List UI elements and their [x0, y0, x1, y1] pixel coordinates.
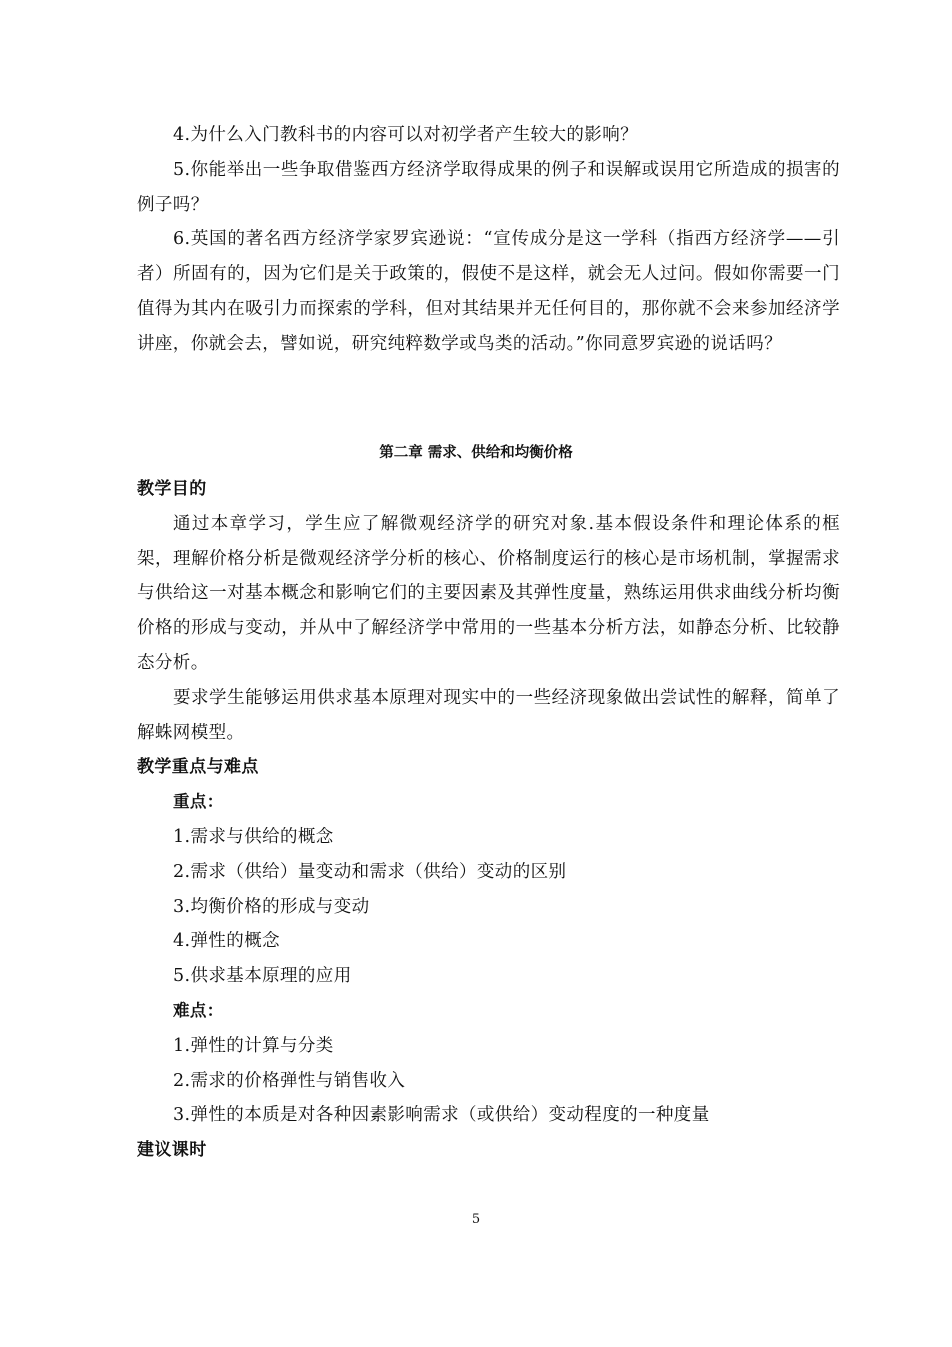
key-point-item: 4.弹性的概念	[173, 931, 280, 952]
page-number: 5	[471, 1212, 481, 1227]
key-point-item: 2.需求（供给）量变动和需求（供给）变动的区别	[173, 861, 567, 882]
question-item: 5.你能举出一些争取借鉴西方经济学取得成果的例子和误解或误用它所造成的损害的例子吗？	[137, 159, 840, 215]
key-point-item: 1.需求与供给的概念	[173, 826, 334, 847]
key-point-item: 3.均衡价格的形成与变动	[173, 896, 370, 917]
chapter-title: 第二章 需求、供给和均衡价格	[379, 445, 573, 461]
difficulty-item: 2.需求的价格弹性与销售收入	[173, 1070, 406, 1091]
review-questions	[137, 118, 840, 362]
difficulty-item: 3.弹性的本质是对各种因素影响需求（或供给）变动程度的一种度量	[173, 1105, 710, 1126]
key-point-item: 5.供求基本原理的应用	[173, 966, 352, 987]
key-points-heading: 教学重点与难点	[137, 757, 259, 778]
difficulties-label: 难点：	[173, 1000, 224, 1020]
objectives-heading: 教学目的	[137, 479, 207, 499]
question-item: 4.为什么入门教科书的内容可以对初学者产生较大的影响？	[173, 125, 638, 145]
objectives-paragraph: 要求学生能够运用供求基本原理对现实中的一些经济现象做出尝试性的解释，简单了解蛛网模型。	[137, 687, 840, 743]
chapter-body	[137, 472, 840, 1168]
objectives-paragraph: 通过本章学习，学生应了解微观经济学的研究对象.基本假设条件和理论体系的框架，理解价格分析是微观经济学分析的核心、价格制度运行的核心是市场机制，掌握需求与供给这一对基本概念和影响它们的主要因素及其弹性度量，熟练运用供求曲线分析均衡价格的形成与变动，并从中了解经济学中常用的一些基本分析方法，如静态分析、比较静态分析。	[137, 513, 840, 673]
key-points-label: 重点：	[173, 792, 224, 812]
suggested-hours-heading: 建议课时	[137, 1140, 207, 1161]
question-item: 6.英国的著名西方经济学家罗宾逊说：“宣传成分是这一学科（指西方经济学——引者）所固有的，因为它们是关于政策的，假使不是这样，就会无人过问。假如你需要一门值得为其内在吸引力而探索的学科，但对其结果并无任何目的，那你就不会来参加经济学讲座，你就会去，譬如说，研究纯粹数学或鸟类的活动。”你同意罗宾逊的说话吗？	[137, 229, 840, 354]
difficulty-item: 1.弹性的计算与分类	[173, 1035, 334, 1056]
